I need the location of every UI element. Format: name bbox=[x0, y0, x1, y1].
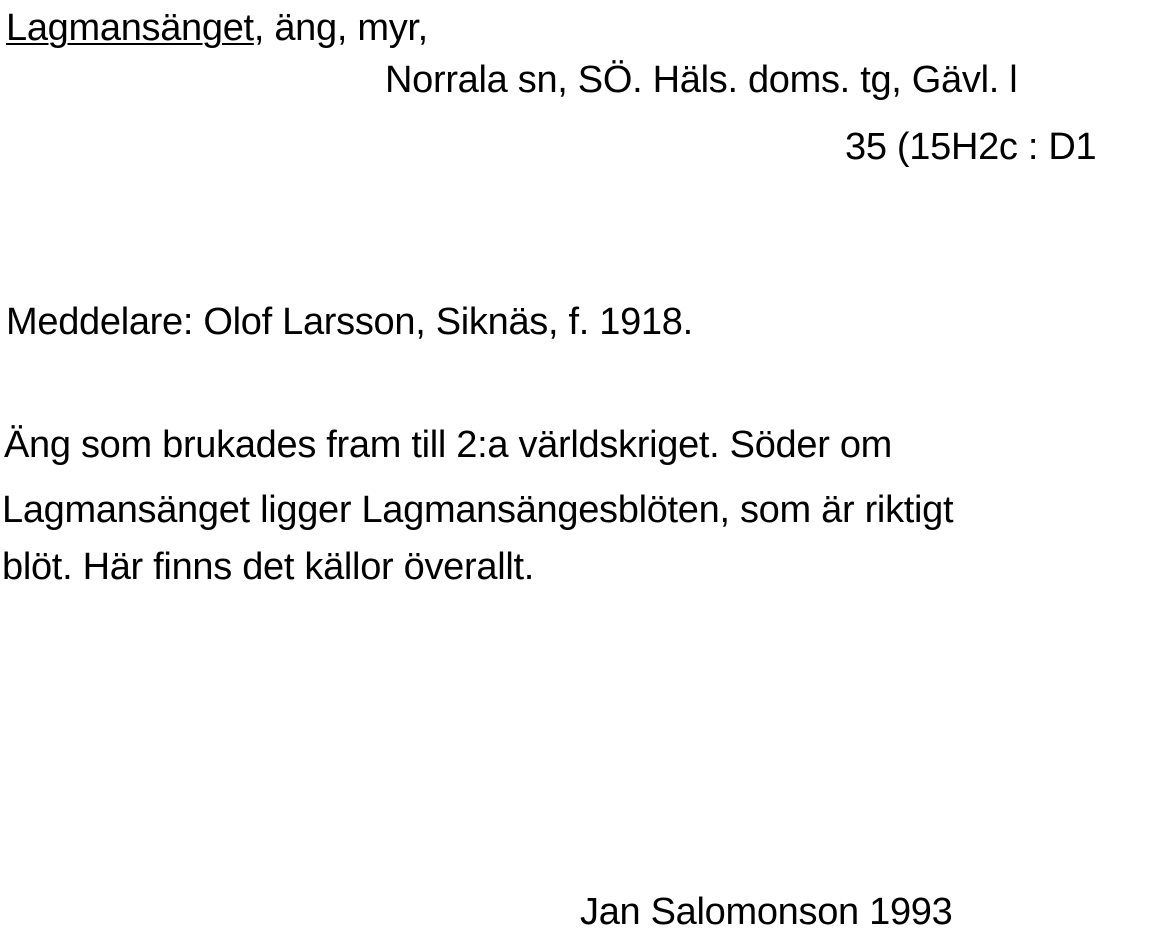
description-line: Lagmansänget ligger Lagmansängesblöten, som är riktigt bbox=[2, 489, 954, 531]
description-line: Äng som brukades fram till 2:a världskriget. Söder om bbox=[4, 424, 893, 466]
recorder-signature: Jan Salomonson 1993 bbox=[580, 891, 953, 933]
map-reference: 35 (15H2c : D1 bbox=[845, 126, 1097, 168]
informant-line: Meddelare: Olof Larsson, Siknäs, f. 1918. bbox=[6, 301, 693, 343]
entry-heading bbox=[6, 6, 428, 50]
headword: Lagmansänget bbox=[6, 7, 254, 49]
entry-location: Norrala sn, SÖ. Häls. doms. tg, Gävl. l bbox=[385, 59, 1018, 101]
description-line: blöt. Här finns det källor överallt. bbox=[2, 546, 534, 588]
entry-type: , äng, myr, bbox=[253, 7, 428, 49]
